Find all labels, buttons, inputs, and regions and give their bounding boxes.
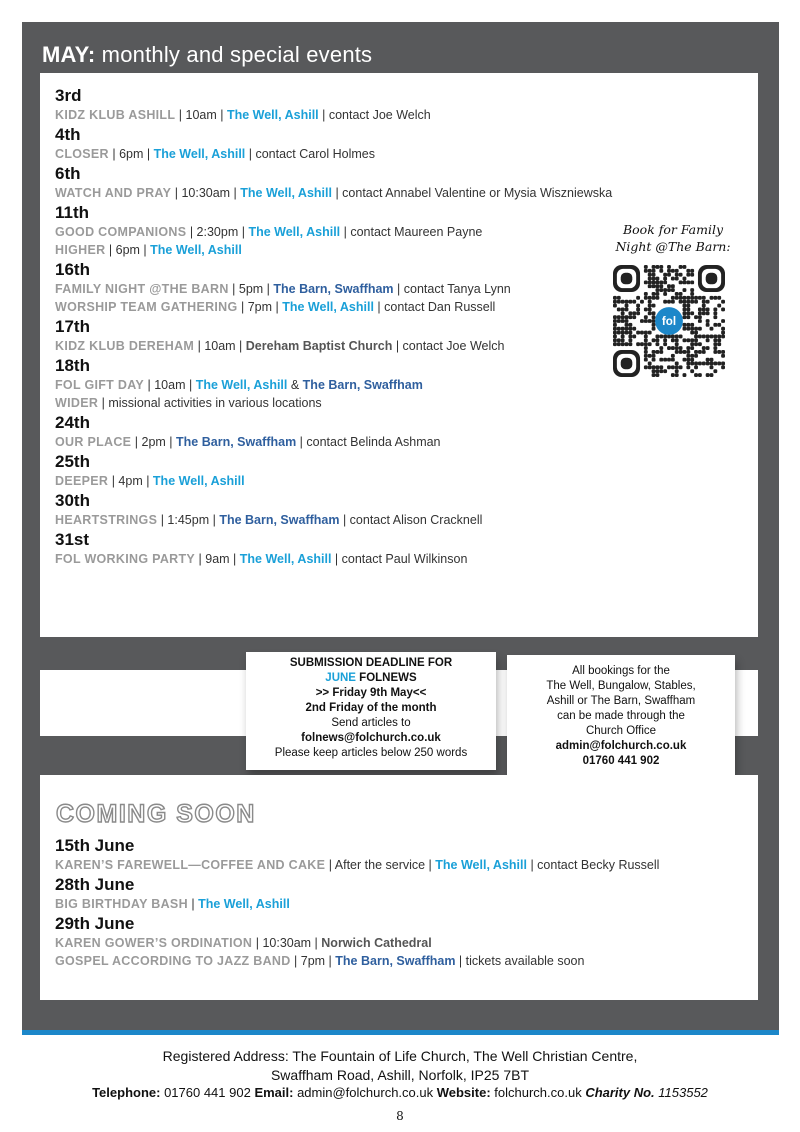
- event-name: KAREN’S FAREWELL—COFFEE AND CAKE: [55, 858, 326, 872]
- event-time: |: [187, 897, 199, 911]
- event-name: GOOD COMPANIONS: [55, 225, 187, 239]
- event-location: Dereham Baptist Church: [245, 339, 393, 353]
- event-name: CLOSER: [55, 147, 109, 161]
- event-time: | missional activities in various locations: [98, 396, 322, 410]
- event-name: OUR PLACE: [55, 435, 132, 449]
- page-number: 8: [396, 1109, 404, 1123]
- event-contact: | contact Becky Russell: [526, 858, 660, 872]
- event-line: [55, 550, 612, 568]
- event-time: | 10am |: [194, 339, 246, 353]
- event-name: DEEPER: [55, 474, 109, 488]
- qr-code-icon: [613, 265, 725, 377]
- event-name: KIDZ KLUB DEREHAM: [55, 339, 195, 353]
- event-date: 16th: [55, 260, 90, 279]
- event-time: | 4pm |: [108, 474, 153, 488]
- event-name: HEARTSTRINGS: [55, 513, 158, 527]
- event-line: [55, 337, 612, 355]
- event-name: FOL WORKING PARTY: [55, 552, 196, 566]
- event-date: 4th: [55, 125, 81, 144]
- event-name: WORSHIP TEAM GATHERING: [55, 300, 238, 314]
- event-time: | 10am |: [144, 378, 196, 392]
- event-contact: | contact Dan Russell: [373, 300, 496, 314]
- event-location: The Well, Ashill: [435, 858, 527, 872]
- event-line: [55, 394, 612, 412]
- event-contact: | contact Joe Welch: [392, 339, 505, 353]
- coming-soon-panel: [40, 775, 758, 1000]
- event-date: 30th: [55, 491, 90, 510]
- event-location: The Barn, Swaffham: [176, 435, 297, 449]
- event-line: [55, 472, 612, 490]
- event-date: 25th: [55, 452, 90, 471]
- event-date: 31st: [55, 530, 90, 549]
- footer-address: Registered Address: The Fountain of Life Church, The Well Christian Centre, Swaffham Road, Ashill, Norfolk, IP25 7BT: [162, 1048, 638, 1083]
- event-location: The Well, Ashill: [239, 552, 332, 566]
- event-location: Norwich Cathedral: [321, 936, 432, 950]
- bookings-card: All bookings for the The Well, Bungalow, Stables, Ashill or The Barn, Swaffham can be made through the Church Office admin@folchurch.co.uk 01760 441 902: [507, 655, 735, 775]
- event-date: 18th: [55, 356, 90, 375]
- page-title: MAY: monthly and special events: [42, 42, 373, 67]
- event-name: KAREN GOWER’S ORDINATION: [55, 936, 253, 950]
- coming-soon-list: [55, 835, 659, 970]
- event-date: 17th: [55, 317, 90, 336]
- event-location: The Well, Ashill: [152, 474, 245, 488]
- qr-caption: Book for Family Night @The Barn:: [615, 222, 731, 254]
- footer-website-link[interactable]: folchurch.co.uk: [490, 1085, 586, 1100]
- event-name: WATCH AND PRAY: [55, 186, 172, 200]
- event-time: | 2pm |: [131, 435, 177, 449]
- event-contact: | contact Alison Cracknell: [339, 513, 483, 527]
- event-line: [55, 223, 612, 241]
- event-time: | 1:45pm |: [157, 513, 220, 527]
- event-time: | 10:30am |: [171, 186, 241, 200]
- event-time: | 10:30am |: [252, 936, 322, 950]
- event-location: The Well, Ashill: [240, 186, 332, 200]
- event-location: The Well, Ashill: [195, 378, 288, 392]
- event-line: [55, 433, 612, 451]
- event-location: The Barn, Swaffham: [273, 282, 394, 296]
- event-location: The Well, Ashill: [282, 300, 374, 314]
- church-office-phone: 01760 441 902: [582, 755, 660, 767]
- event-contact: | tickets available soon: [455, 954, 585, 968]
- submission-deadline-card: SUBMISSION DEADLINE FOR JUNE FOLNEWS >> Friday 9th May<< 2nd Friday of the month Send articles to folnews@folchurch.co.uk Please keep articles below 250 words: [246, 652, 496, 770]
- event-location: The Barn, Swaffham: [335, 954, 456, 968]
- event-time: | 6pm |: [108, 147, 154, 161]
- event-contact: | contact Belinda Ashman: [296, 435, 441, 449]
- event-contact: | contact Joe Welch: [318, 108, 431, 122]
- event-line: [55, 298, 612, 316]
- event-contact: | contact Annabel Valentine or Mysia Wiszniewska: [331, 186, 613, 200]
- event-date: 6th: [55, 164, 81, 183]
- event-contact: | contact Carol Holmes: [245, 147, 375, 161]
- event-time: | After the service |: [325, 858, 436, 872]
- event-location: The Well, Ashill: [198, 897, 290, 911]
- event-line: [55, 856, 659, 874]
- coming-soon-title: COMING SOON: [56, 800, 256, 828]
- event-name: GOSPEL ACCORDING TO JAZZ BAND: [55, 954, 291, 968]
- event-line: [55, 106, 612, 124]
- event-line: [55, 952, 659, 970]
- event-time: | 7pm |: [290, 954, 336, 968]
- fol-logo: fol: [661, 316, 677, 329]
- qr-booking-block: [608, 221, 738, 377]
- admin-email-link[interactable]: admin@folchurch.co.uk: [555, 740, 687, 752]
- event-location: The Well, Ashill: [153, 147, 246, 161]
- event-date: 29th June: [55, 914, 135, 933]
- event-date: 24th: [55, 413, 90, 432]
- event-line: [55, 280, 612, 298]
- event-time: | 9am |: [195, 552, 240, 566]
- event-time: | 7pm |: [237, 300, 283, 314]
- event-name: BIG BIRTHDAY BASH: [55, 897, 188, 911]
- event-name: HIGHER: [55, 243, 106, 257]
- footer-contact: Telephone: 01760 441 902 Email: admin@folchurch.co.uk Website: folchurch.co.uk Charity No. 1153552: [92, 1085, 708, 1100]
- event-time: | 5pm |: [228, 282, 274, 296]
- event-line: [55, 511, 612, 529]
- may-events-panel: [40, 73, 758, 637]
- event-location: The Well, Ashill: [226, 108, 319, 122]
- event-name: WIDER: [55, 396, 99, 410]
- event-time: | 6pm |: [105, 243, 151, 257]
- event-location: The Well, Ashill: [248, 225, 341, 239]
- event-date: 3rd: [55, 86, 82, 105]
- event-line: [55, 184, 612, 202]
- event-location: The Well, Ashill: [150, 243, 242, 257]
- may-events-list: [55, 85, 612, 568]
- event-location: The Barn, Swaffham: [302, 378, 423, 392]
- event-contact: | contact Tanya Lynn: [393, 282, 511, 296]
- event-name: FAMILY NIGHT @THE BARN: [55, 282, 229, 296]
- event-date: 11th: [55, 203, 90, 222]
- event-contact: | contact Paul Wilkinson: [331, 552, 468, 566]
- event-line: [55, 895, 659, 913]
- event-time: | 10am |: [175, 108, 227, 122]
- separator: &: [287, 378, 303, 392]
- event-contact: | contact Maureen Payne: [340, 225, 483, 239]
- event-location: The Barn, Swaffham: [219, 513, 340, 527]
- event-date: 28th June: [55, 875, 135, 894]
- event-line: [55, 376, 612, 394]
- event-time: | 2:30pm |: [186, 225, 249, 239]
- event-line: [55, 934, 659, 952]
- qr-code[interactable]: [613, 265, 725, 377]
- folnews-email-link[interactable]: folnews@folchurch.co.uk: [301, 732, 441, 744]
- event-line: [55, 145, 612, 163]
- accent-line: [22, 1030, 779, 1035]
- event-date: 15th June: [55, 836, 135, 855]
- footer-email-link[interactable]: admin@folchurch.co.uk: [293, 1085, 437, 1100]
- event-line: [55, 241, 612, 259]
- event-name: FOL GIFT DAY: [55, 378, 145, 392]
- event-name: KIDZ KLUB ASHILL: [55, 108, 176, 122]
